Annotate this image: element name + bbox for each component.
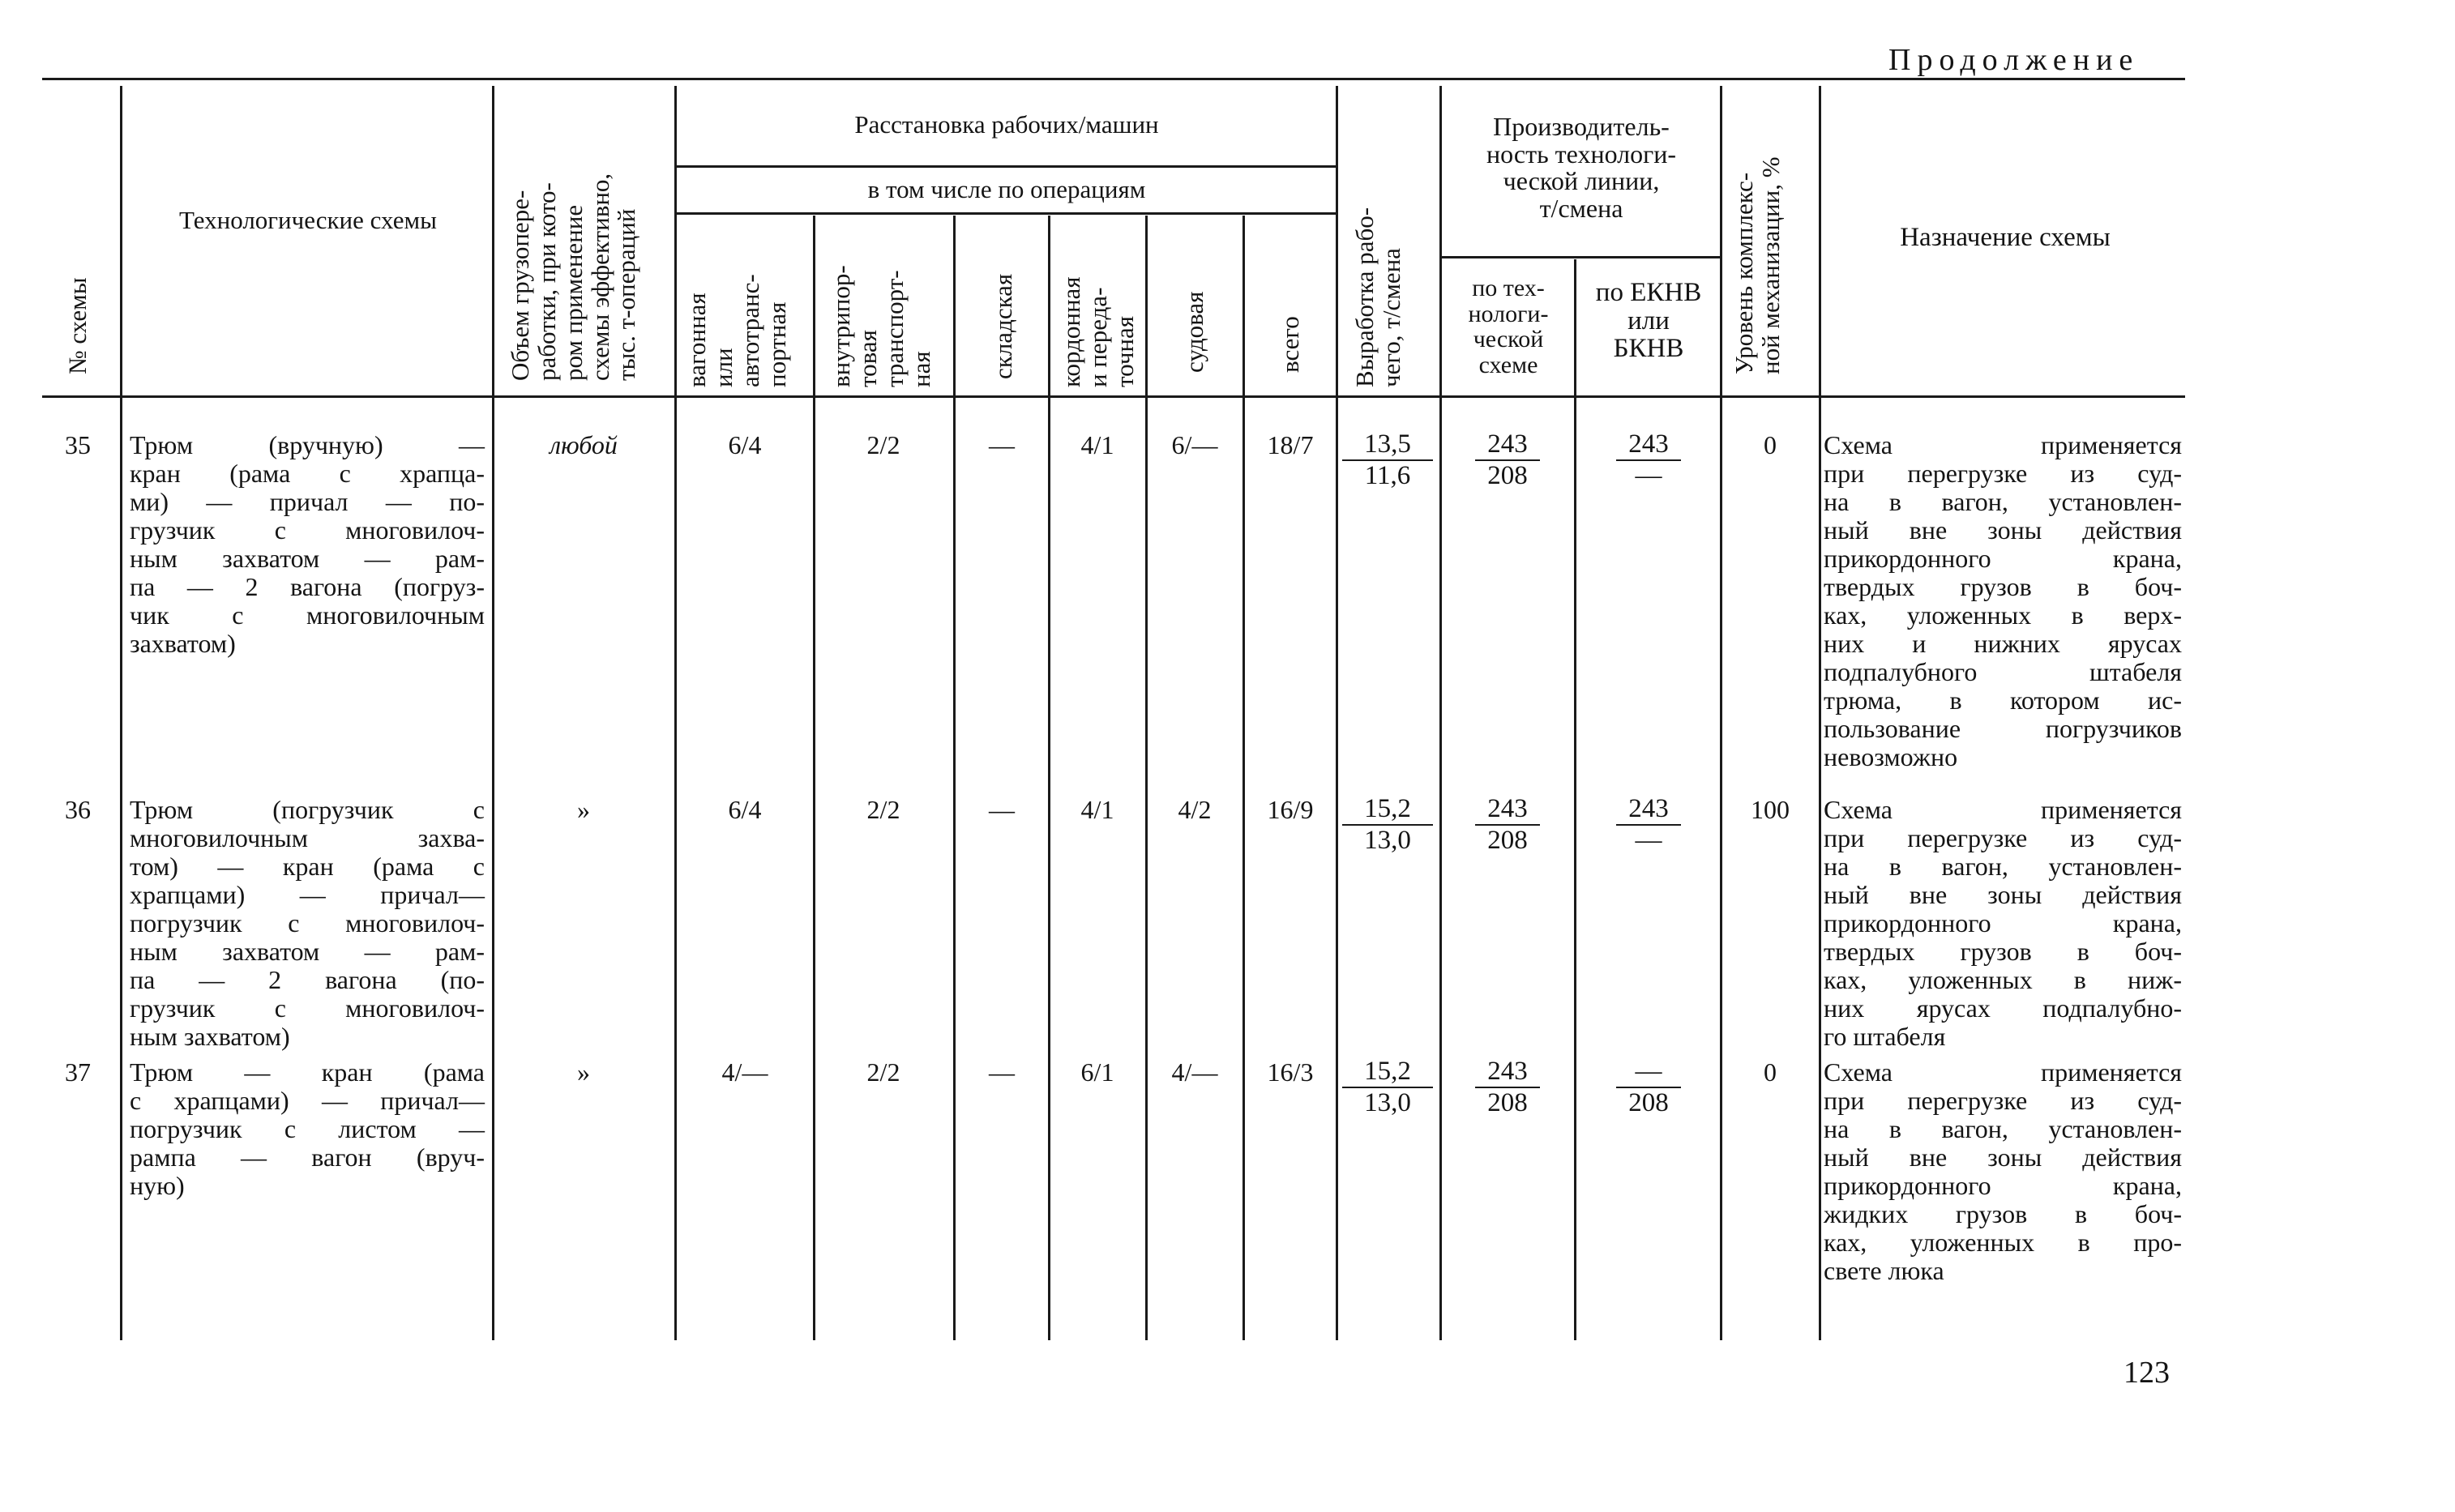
header-productivity: Производитель- ность технологи- ческой линии, т/смена <box>1486 112 1677 223</box>
header-op-kordon: кордонная и переда- точная <box>1057 276 1139 387</box>
op-kordon-value: 4/1 <box>1080 430 1114 459</box>
table-top-rule <box>42 78 2185 80</box>
prod-eknv-fraction: 243 — <box>1616 794 1681 856</box>
continuation-label: Продолжение <box>1888 43 2140 77</box>
header-mech-level: Уровень комплекс- ной механизации, % <box>1730 156 1785 374</box>
scheme-number: 35 <box>65 430 91 459</box>
scheme-description: Трюм (вручную) — кран (рама с храпца- ми) — причал — по- грузчик с многовилоч- ным захватом — рам- па — 2 вагона (погруз- чик с многовилочным захватом) <box>130 430 485 658</box>
op-total-value: 16/9 <box>1267 795 1314 824</box>
header-op-intraport: внутрипор- товая транспорт- ная <box>827 265 935 387</box>
mech-level-value: 0 <box>1764 1057 1777 1087</box>
purpose-description: Схема применяется при перегрузке из суд- на в вагон, установлен- ный вне зоны действия прикордонного крана, твердых грузов в боч- ках, уложенных в ниж- них ярусах подпалубно- го штабеля <box>1824 795 2182 1051</box>
col-divider <box>1439 86 1442 1340</box>
mech-level-value: 100 <box>1751 795 1790 824</box>
header-prod-eknv: по ЕКНВ или БКНВ <box>1595 278 1702 364</box>
op-ship-value: 4/2 <box>1178 795 1212 824</box>
col-divider <box>674 86 677 1340</box>
col-divider <box>1574 259 1576 1340</box>
col-divider <box>1242 216 1245 1340</box>
prod-eknv-fraction: 243 — <box>1616 429 1681 491</box>
col-divider <box>953 216 956 1340</box>
col-divider <box>1819 86 1821 1340</box>
prod-eknv-fraction: — 208 <box>1616 1057 1681 1118</box>
mech-level-value: 0 <box>1764 430 1777 459</box>
op-intraport-value: 2/2 <box>866 430 900 459</box>
output-fraction: $\frac{13,5}{11,6}$ <box>1342 429 1433 491</box>
header-volume: Объем грузопере- работки, при кото- ром применение схемы эффективно, тыс. т-операций <box>506 173 641 381</box>
page-number: 123 <box>2124 1356 2170 1390</box>
op-wagon-value: 6/4 <box>728 795 762 824</box>
op-intraport-value: 2/2 <box>866 1057 900 1087</box>
scheme-number: 36 <box>65 795 91 824</box>
op-warehouse-value: — <box>989 430 1015 459</box>
header-op-ship: судовая <box>1180 291 1208 373</box>
header-op-total: всего <box>1276 316 1304 373</box>
output-fraction: $\frac{15,2}{13,0}$ <box>1342 794 1433 856</box>
scheme-number: 37 <box>65 1057 91 1087</box>
productivity-sub-rule <box>1439 256 1720 258</box>
op-wagon-value: 6/4 <box>728 430 762 459</box>
col-divider <box>1048 216 1050 1340</box>
scheme-description: Трюм — кран (рама с храпцами) — причал— погрузчик с листом — рампа — вагон (вруч- ную) <box>130 1057 485 1200</box>
col-divider <box>492 86 494 1340</box>
col-divider <box>813 216 815 1340</box>
col-divider <box>120 86 122 1340</box>
header-placement: Расстановка рабочих/машин <box>854 110 1159 139</box>
placement-sub-rule <box>674 165 1336 168</box>
volume-value: » <box>577 1057 590 1087</box>
op-intraport-value: 2/2 <box>866 795 900 824</box>
op-total-value: 18/7 <box>1267 430 1314 459</box>
header-bottom-rule <box>42 395 2185 398</box>
header-scheme-no: № схемы <box>63 277 92 374</box>
purpose-description: Схема применяется при перегрузке из суд- на в вагон, установлен- ный вне зоны действия прикордонного крана, твердых грузов в боч- ках, уложенных в верх- них и нижних ярусах подпалубного штабеля трюма, в котором ис- пользование погрузчиков невозможно <box>1824 430 2182 771</box>
scheme-description: Трюм (погрузчик с многовилочным захва- том) — кран (рама с храпцами) — причал— погрузчик с многовилоч- ным захватом — рам- па — 2 вагона (по- грузчик с многовилоч- ным захватом) <box>130 795 485 1051</box>
header-output: Выработка рабо- чего, т/смена <box>1350 207 1405 387</box>
operations-sub-rule <box>674 212 1336 215</box>
purpose-description: Схема применяется при перегрузке из суд- на в вагон, установлен- ный вне зоны действия прикордонного крана, жидких грузов в боч- ках, уложенных в про- свете люка <box>1824 1057 2182 1285</box>
op-ship-value: 6/— <box>1171 430 1218 459</box>
op-ship-value: 4/— <box>1171 1057 1218 1087</box>
volume-value: » <box>577 795 590 824</box>
header-by-operations: в том числе по операциям <box>867 175 1146 203</box>
op-kordon-value: 4/1 <box>1080 795 1114 824</box>
op-kordon-value: 6/1 <box>1080 1057 1114 1087</box>
op-warehouse-value: — <box>989 795 1015 824</box>
op-wagon-value: 4/— <box>721 1057 768 1087</box>
header-op-warehouse: складская <box>989 273 1017 379</box>
prod-tech-fraction: $\frac{243}{208}$ <box>1475 1057 1540 1118</box>
prod-tech-fraction: $\frac{243}{208}$ <box>1475 794 1540 856</box>
output-fraction: $\frac{15,2}{13,0}$ <box>1342 1057 1433 1118</box>
col-divider <box>1145 216 1148 1340</box>
header-purpose: Назначение схемы <box>1900 223 2111 252</box>
volume-value: любой <box>550 430 618 459</box>
header-op-wagon: вагонная или автотранс- портная <box>682 274 791 387</box>
prod-tech-fraction: $\frac{243}{208}$ <box>1475 429 1540 491</box>
op-warehouse-value: — <box>989 1057 1015 1087</box>
op-total-value: 16/3 <box>1267 1057 1314 1087</box>
header-prod-tech: по тех- нологи- ческой схеме <box>1468 275 1549 378</box>
header-tech-schemes: Технологические схемы <box>179 206 437 234</box>
col-divider <box>1336 86 1338 1340</box>
col-divider <box>1720 86 1722 1340</box>
